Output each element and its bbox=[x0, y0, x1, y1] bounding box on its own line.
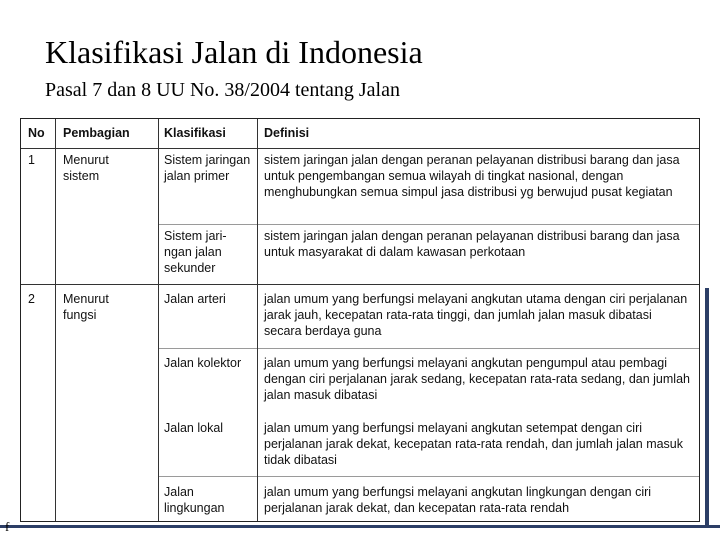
header-rule bbox=[21, 148, 699, 149]
row-divider bbox=[158, 476, 699, 477]
definisi-cell: jalan umum yang berfungsi melayani angkutan setempat dengan ciri perjalanan jarak dekat, kecepatan rata-rata rendah, dan jumlah jalan masuk tidak dibatasi bbox=[264, 421, 684, 467]
footer-mark: f bbox=[5, 519, 10, 534]
klasifikasi-cell: Sistem jaringan jalan primer bbox=[164, 153, 251, 183]
accent-bar-right bbox=[705, 288, 709, 525]
row-number: 1 bbox=[28, 153, 35, 167]
accent-bar-bottom bbox=[0, 525, 720, 528]
column-divider bbox=[257, 119, 258, 521]
klasifikasi-cell: Jalan lingkungan bbox=[164, 485, 225, 515]
klasifikasi-cell: Sistem jari-ngan jalan sekunder bbox=[164, 229, 227, 275]
classification-table bbox=[20, 118, 700, 522]
definisi-cell: jalan umum yang berfungsi melayani angkutan pengumpul atau pembagi dengan ciri perjalanan jarak sedang, kecepatan rata-rata sedang, dan jumlah jalan masuk dibatasi bbox=[264, 356, 690, 402]
pembagian-cell: Menurut fungsi bbox=[63, 292, 109, 322]
header-pembagian: Pembagian bbox=[63, 126, 130, 140]
pembagian-cell: Menurut sistem bbox=[63, 153, 109, 183]
definisi-cell: jalan umum yang berfungsi melayani angkutan lingkungan dengan ciri perjalanan jarak dekat, dan kecepatan rata-rata rendah bbox=[264, 485, 652, 515]
column-divider bbox=[55, 119, 56, 521]
row-number: 2 bbox=[28, 292, 35, 306]
klasifikasi-cell: Jalan kolektor bbox=[164, 356, 242, 370]
klasifikasi-cell: Jalan arteri bbox=[164, 292, 226, 306]
slide-title: Klasifikasi Jalan di Indonesia bbox=[45, 34, 423, 70]
group-divider bbox=[21, 284, 699, 285]
column-divider bbox=[158, 119, 159, 521]
row-divider bbox=[158, 348, 699, 349]
header-definisi: Definisi bbox=[264, 126, 310, 140]
definisi-cell: jalan umum yang berfungsi melayani angkutan utama dengan ciri perjalanan jarak jauh, kecepatan rata-rata tinggi, dan jumlah jalan masuk dibatasi secara berdaya guna bbox=[264, 292, 688, 338]
definisi-cell: sistem jaringan jalan dengan peranan pelayanan distribusi barang dan jasa untuk masyarakat di dalam kawasan perkotaan bbox=[264, 229, 680, 259]
header-no: No bbox=[28, 126, 45, 140]
row-divider bbox=[158, 224, 699, 225]
slide-subtitle: Pasal 7 dan 8 UU No. 38/2004 tentang Jalan bbox=[45, 79, 400, 101]
header-klasifikasi: Klasifikasi bbox=[164, 126, 226, 140]
klasifikasi-cell: Jalan lokal bbox=[164, 421, 224, 435]
definisi-cell: sistem jaringan jalan dengan peranan pelayanan distribusi barang dan jasa untuk pengembangan semua wilayah di tingkat nasional, dengan menghubungkan semua simpul jasa distribusi yg berwujud pusat kegiatan bbox=[264, 153, 680, 199]
